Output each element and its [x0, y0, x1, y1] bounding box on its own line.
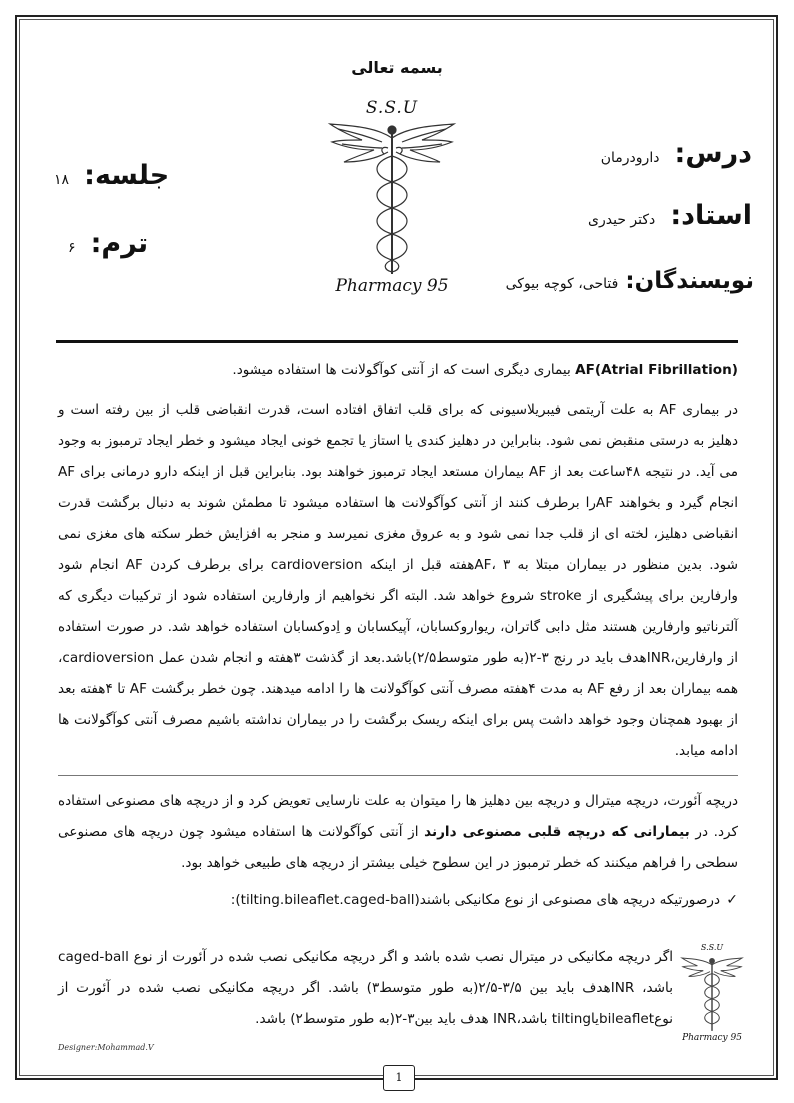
- footer-caduceus-icon: [678, 943, 746, 1043]
- section-divider: [58, 775, 738, 776]
- field-term: [68, 228, 148, 259]
- af-paragraph: در بیماری AF به علت آریتمی فیبریلاسیونی که برای قلب اتفاق افتاده است، قدرت انقباضی قلب از بین رفته است و دهلیز به درستی منقبض نمی شود. بنابراین در دهلیز کندی یا استاز یا تجمع خونی ایجاد میشود و خطر ایجاد ترمبوز به وجود می آید. در نتیجه ۴۸ساعت بعد از AF بیماران مستعد ایجاد ترمبوز خواهند بود. بنابراین قبل از اینکه دارو درمانی برای AF انجام گیرد و بخواهند AFرا برطرف کنند از آنتی کوآگولانت ها استفاده میشود تا مطمئن شوند به دنبال برگشت قدرت انقباضی دهلیز، لخته ای از قلب جدا نمی شود و به عروق مغزی نمیرسد و منجر به افزایش خطر سکته های مغزی نمی شود. بدین منظور در بیماران مبتلا به AF، ۳هفته قبل از اینکه cardioversion برای برطرف کردن AF انجام شود وارفارین برای پیشگیری از stroke شروع خواهد شد. البته اگر نخواهیم از وارفارین استفاده شود از ترکیبات دیگری که آلترناتیو وارفارین هستند مثل دابی گاتران، ریواروکسابان، آپیکسابان و اِدوکسابان استفاده خواهد شد. در صورت استفاده از وارفارین،INRهدف باید در رنج ۳-۲(به طور متوسط۲/۵)باشد.بعد از گذشت ۳هفته و انجام شدن عمل cardioversion، همه بیماران بعد از رفع AF به مدت ۴هفته مصرف آنتی کوآگولانت ها را ادامه میدهند. چون خطر برگشت AF تا ۴هفته بعد از بهبود همچنان وجود خواهد داشت پس برای اینکه ریسک برگشت را در بیماران نداشته باشیم مصرف آنتی کوآگولانت ها ادامه میابد.: [58, 402, 739, 759]
- caduceus-logo: [322, 96, 462, 296]
- mechanical-valve-bullet: [58, 885, 738, 916]
- logo-bottom-text: Pharmacy 95: [335, 276, 449, 296]
- intro-paragraph: [58, 355, 738, 386]
- footer-logo-bottom-text: Pharmacy 95: [682, 1033, 742, 1043]
- term-value: ۶: [68, 240, 76, 256]
- page-number: 1: [383, 1065, 415, 1091]
- designer-credit: Designer:Mohammad.V: [58, 1043, 154, 1052]
- term-label: ترم:: [90, 228, 149, 259]
- nevisandegan-label: نویسندگان:: [625, 268, 754, 294]
- dars-value: دارودرمان: [600, 150, 660, 166]
- footer-caduceus-logo: [678, 943, 746, 1043]
- field-jalase: [54, 160, 169, 191]
- page-header-title: بسمه تعالی: [351, 58, 443, 77]
- header-divider: [56, 340, 738, 343]
- jalase-value: ۱۸: [54, 172, 70, 188]
- nevisandegan-value: فتاحی، کوچه بیوکی: [505, 276, 619, 292]
- field-nevisandegan: [506, 268, 754, 294]
- jalase-label: جلسه:: [84, 160, 170, 191]
- valve-paragraph: [58, 786, 738, 879]
- ostad-label: استاد:: [670, 200, 752, 231]
- caduceus-icon: [322, 96, 462, 296]
- logo-top-text: S.S.U: [365, 98, 419, 118]
- field-ostad: [588, 200, 752, 231]
- bullet-text: درصورتیکه دریچه های مصنوعی از نوع مکانیکی باشند(tilting.bileaflet.caged-ball):: [230, 892, 720, 908]
- valve-text-a: دریچه آئورت، دریچه میترال و دریچه بین دهلیز ها را میتوان به علت نارسایی تعویض کرد و از دریچه های مصنوعی استفاده کرد. در: [58, 793, 738, 840]
- valve-text-bold: بیمارانی که دریچه قلبی مصنوعی دارند: [424, 824, 690, 840]
- valve-text-b: از آنتی کوآگولانت ها استفاده میشود چون دریچه های مصنوعی سطحی را فراهم میکنند که خطر ترمبوز در این سطوح خیلی بیشتر از دریچه های طبیعی خواهد بود.: [58, 824, 738, 871]
- inr-paragraph: اگر دریچه مکانیکی در میترال نصب شده باشد و اگر دریچه مکانیکی نصب شده در آئورت از نوع caged-ball باشد، INRهدف باید بین ۳/۵-۲/۵(به طور متوسط۳) باشد. اگر دریچه مکانیکی نصب شده در آئورت از نوعbileafletیاtilting باشد،INR هدف باید بین۳-۲(به طور متوسط۲) باشد.: [58, 949, 673, 1027]
- footer-logo-top-text: S.S.U: [700, 943, 724, 952]
- checkmark-icon: ✓: [726, 892, 738, 908]
- af-term: AF(Atrial Fibrillation): [575, 362, 738, 378]
- main-content: [58, 355, 738, 916]
- ostad-value: دکتر حیدری: [588, 212, 656, 228]
- intro-text: بیماری دیگری است که از آنتی کوآگولانت ها استفاده میشود.: [232, 362, 576, 378]
- field-dars: [601, 138, 752, 169]
- dars-label: درس:: [674, 138, 752, 169]
